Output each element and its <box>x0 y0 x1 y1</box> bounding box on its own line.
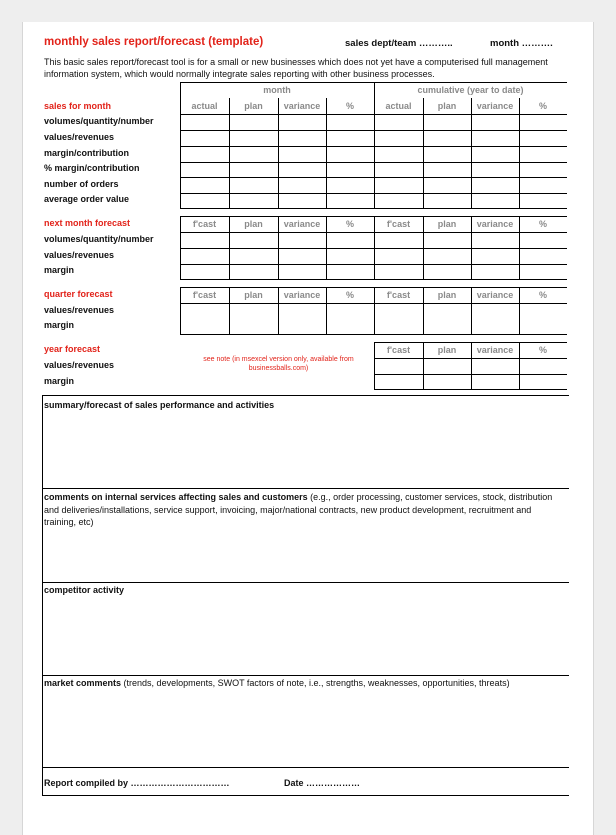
column-header: variance <box>476 345 514 355</box>
market-comments-heading <box>44 677 564 690</box>
section-divider <box>42 582 569 583</box>
column-header: plan <box>437 219 457 229</box>
internal-services-detail: (e.g., order processing, customer services, stock, distribution and deliveries/installations, service support, invoicing, major/national contracts, new product development, recruitment and training, etc) <box>44 492 553 527</box>
section-divider <box>42 795 569 796</box>
column-header: % <box>538 290 547 300</box>
market-comments-bold: market comments <box>44 678 122 688</box>
row-label: margin <box>44 320 75 330</box>
column-header: actual <box>191 101 218 111</box>
column-header: variance <box>476 101 514 111</box>
quarter-table <box>180 287 567 335</box>
dept-field[interactable]: sales dept/team ……….. <box>345 38 453 49</box>
sales-month-table <box>180 82 567 209</box>
group-header-cumulative: cumulative (year to date) <box>417 85 524 95</box>
market-text-area[interactable] <box>42 690 569 767</box>
column-header: f'cast <box>192 290 217 300</box>
column-header: f'cast <box>386 219 411 229</box>
row-label: margin <box>44 265 75 275</box>
column-header: f'cast <box>192 219 217 229</box>
quarter-title: quarter forecast <box>44 289 113 299</box>
column-header: actual <box>385 101 412 111</box>
intro-text: This basic sales report/forecast tool is for a small or new businesses which does not yet have a computerised full management information system, which would normally integrate sales reporting with other business processes. <box>44 57 548 79</box>
column-header: variance <box>283 290 321 300</box>
sales-for-month-title: sales for month <box>44 101 112 111</box>
section-divider <box>42 488 569 489</box>
row-label: values/revenues <box>44 360 115 370</box>
column-header: plan <box>437 345 457 355</box>
date-field[interactable]: Date ……………… <box>284 778 361 788</box>
document-page <box>22 22 594 835</box>
next-month-table <box>180 216 567 280</box>
row-label: number of orders <box>44 179 119 189</box>
internal-services-text-area[interactable] <box>42 542 569 582</box>
year-table <box>374 342 567 390</box>
internal-services-bold: comments on internal services affecting sales and customers <box>44 492 308 502</box>
column-header: variance <box>476 290 514 300</box>
row-label: volumes/quantity/number <box>44 234 154 244</box>
column-header: % <box>538 101 547 111</box>
row-label: values/revenues <box>44 250 115 260</box>
column-header: plan <box>437 101 457 111</box>
group-header-month: month <box>263 85 291 95</box>
month-field[interactable]: month ………. <box>490 38 553 49</box>
internal-services-heading <box>44 491 564 529</box>
row-label: margin/contribution <box>44 148 129 158</box>
section-divider <box>42 395 569 396</box>
section-divider <box>42 675 569 676</box>
column-header: plan <box>437 290 457 300</box>
column-header: % <box>345 101 354 111</box>
report-title: monthly sales report/forecast (template) <box>44 36 264 48</box>
column-header: plan <box>244 219 263 229</box>
competitor-heading: competitor activity <box>44 585 125 595</box>
column-header: plan <box>244 290 263 300</box>
row-label: % margin/contribution <box>44 163 140 173</box>
row-label: volumes/quantity/number <box>44 116 154 126</box>
row-label: average order value <box>44 194 130 204</box>
column-header: % <box>538 219 547 229</box>
year-title: year forecast <box>44 344 101 354</box>
column-header: variance <box>476 219 514 229</box>
competitor-text-area[interactable] <box>42 597 569 675</box>
year-note: see note (in msexcel version only, available from businessballs.com) <box>203 356 354 372</box>
column-header: % <box>345 290 354 300</box>
row-label: values/revenues <box>44 305 115 315</box>
column-header: % <box>345 219 354 229</box>
market-comments-detail: (trends, developments, SWOT factors of note, i.e., strengths, weaknesses, opportunities, threats) <box>121 678 510 688</box>
column-header: plan <box>244 101 263 111</box>
column-header: % <box>538 345 547 355</box>
row-label: margin <box>44 376 75 386</box>
column-header: variance <box>283 219 321 229</box>
column-header: f'cast <box>386 345 411 355</box>
next-month-title: next month forecast <box>44 218 131 228</box>
column-header: f'cast <box>386 290 411 300</box>
summary-heading: summary/forecast of sales performance and activities <box>44 400 275 410</box>
report-compiled-field[interactable]: Report compiled by …………………………… <box>44 778 230 788</box>
row-label: values/revenues <box>44 132 115 142</box>
summary-text-area[interactable] <box>42 412 569 488</box>
section-divider <box>42 767 569 768</box>
column-header: variance <box>283 101 321 111</box>
